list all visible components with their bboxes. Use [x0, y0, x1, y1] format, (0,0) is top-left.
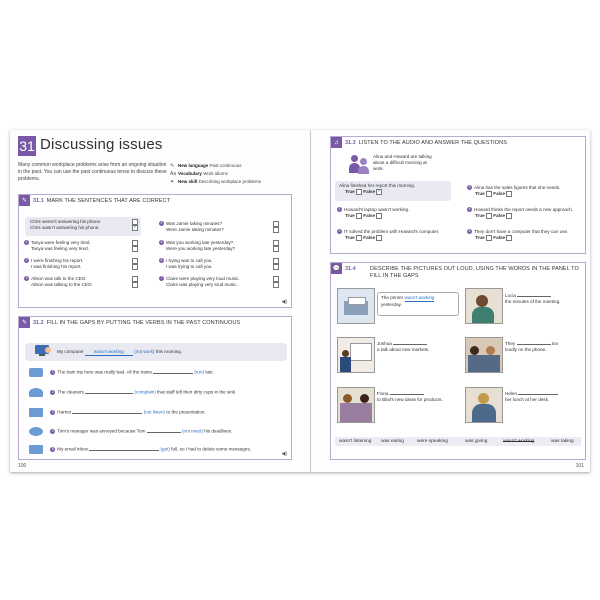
list-item: Lucia the minutes of the meeting. [505, 293, 561, 304]
they-picture [465, 337, 503, 373]
checkbox[interactable] [132, 264, 138, 270]
gap-input[interactable] [517, 344, 551, 345]
checkbox[interactable] [273, 264, 279, 270]
list-item: Joshua a talk about new markets. [377, 341, 430, 352]
gap-input[interactable] [89, 450, 159, 451]
checkbox-checked[interactable]: ✓ [133, 224, 138, 230]
list-item: 7 Claire were playing very loud music. Claire was playing very loud music. [159, 276, 279, 288]
list-item: 3 Alina has the sales figures that she needs. True False [468, 185, 561, 197]
inbox-illustration [29, 445, 43, 454]
pencil-icon: ✎ [19, 195, 30, 206]
example-sentence: My computer wasn't working (not work) this morning. [57, 349, 183, 354]
true-checkbox[interactable] [486, 213, 492, 219]
computer-illustration [33, 345, 51, 358]
list-item: 4 Tom's manager was annoyed because Tom (not meet) his deadlines. [29, 427, 232, 436]
example-sentence: The printer wasn't working yesterday. [381, 295, 435, 307]
word-option[interactable]: were speaking [417, 439, 448, 444]
gap-input[interactable] [153, 373, 193, 374]
joshua-picture [337, 337, 375, 373]
page-number-left: 100 [18, 463, 27, 469]
headphones-icon: ♫ [331, 137, 342, 148]
exercise-31-2: ✎ 31.2 FILL IN THE GAPS BY PUTTING THE VERBS IN THE PAST CONTINUOUS My computer wasn't working (not work) this morning. 1 The train trip here was really bad. All the trains (run) late. 2 The cleaners (complain) that staff left their dirty cups in the sink. 3 Harriet (not listen) to the presentation. 4 Tom's manager was annoyed because Tom (not meet) his deadlines. 5 My email inbox (get) full, so I had to delete some messages. ◀) [18, 316, 292, 460]
gap-input[interactable] [85, 393, 133, 394]
fiona-picture [337, 387, 375, 423]
word-option[interactable]: wasn't listening [339, 439, 372, 444]
list-item: 2 IT solved the problem with Howard's computer. True False [338, 229, 440, 241]
pencil-icon: ✎ [19, 317, 30, 328]
unit-number: 31 [19, 138, 35, 154]
list-item: 2 I were finishing his report. I was finishing his report. [24, 258, 138, 270]
list-item: Chris weren't answering his phone. Chris wasn't answering his phone. ✓ [30, 219, 138, 230]
gap-input[interactable] [517, 296, 551, 297]
unit-title: Discussing issues [40, 136, 163, 153]
list-item: 4 Was Jamie taking minutes? Were Jamie taking minutes? [159, 221, 279, 233]
list-item: 4 Howard thinks the report needs a new approach. True False [468, 207, 574, 219]
list-item: Helen her lunch at her desk. [505, 391, 583, 403]
word-option[interactable]: was eating [381, 439, 404, 444]
false-checkbox-checked[interactable]: ✓ [377, 188, 382, 194]
skill-icon: ✦ [170, 179, 175, 185]
book-spread [10, 130, 590, 472]
gap-input[interactable] [72, 413, 142, 414]
checkbox[interactable] [273, 246, 279, 252]
language-icon: ✎ [170, 163, 175, 169]
true-checkbox[interactable] [356, 213, 362, 219]
left-page [10, 130, 310, 472]
false-checkbox[interactable] [376, 235, 382, 241]
checkbox[interactable] [273, 282, 279, 288]
list-item: They too loudly on the phone. [505, 341, 559, 352]
list-item: 1 The train trip here was really bad. All the trains (run) late. [29, 368, 214, 377]
list-item: 1 Howard's laptop wasn't working. True False [338, 207, 410, 219]
helen-picture [465, 387, 503, 423]
speakers-illustration [349, 155, 369, 175]
presentation-illustration [29, 408, 43, 417]
list-item: 5 My email inbox (get) full, so I had to delete some messages. [29, 445, 251, 454]
gap-input[interactable] [518, 394, 558, 395]
train-illustration [29, 368, 43, 377]
false-checkbox[interactable] [506, 191, 512, 197]
true-checkbox[interactable] [356, 189, 362, 195]
list-item: 3 Alison was talk to the CEO. Alison was talking to the CEO. [24, 276, 138, 288]
speaker-icon[interactable]: ◀) [281, 451, 287, 457]
unit-intro: Many common workplace problems arise from an ongoing situation in the past. You can use the past continuous tense to discuss these problems. [18, 162, 167, 182]
true-checkbox[interactable] [486, 191, 492, 197]
exercise-31-3: ♫ 31.3 LISTEN TO THE AUDIO AND ANSWER THE QUESTIONS Alina and Howard are talking about a difficult morning at work. Alina finished her report this morning. True False ✓ 1 Howard's laptop wasn't working. True False 2 IT solved the problem with Howard's computer. True False 3 Alina has the sales figures that she needs. True False 4 Howard thinks the report needs a new approach. True False 5 They don't have a computer that they can use. True False [330, 136, 586, 254]
right-page [310, 130, 590, 472]
list-item: 5 Was you working late yesterday? Were you working late yesterday? [159, 240, 279, 252]
list-item: 1 Tanya were feeling very tired. Tanya was feeling very tired. [24, 240, 138, 252]
word-option-used[interactable]: wasn't working [503, 439, 535, 444]
true-checkbox[interactable] [356, 235, 362, 241]
speech-bubble-icon: 💬 [331, 263, 342, 274]
false-checkbox[interactable] [506, 213, 512, 219]
gap-input[interactable] [393, 344, 427, 345]
gap-input[interactable] [147, 432, 181, 433]
page-number-right: 101 [575, 463, 584, 469]
speaker-icon[interactable]: ◀) [281, 299, 287, 305]
false-checkbox[interactable] [506, 235, 512, 241]
checkbox[interactable] [132, 246, 138, 252]
gap-input[interactable] [390, 394, 424, 395]
word-panel [335, 437, 581, 446]
list-item: 5 They don't have a computer that they can use. True False [468, 229, 569, 241]
list-item: Alina finished her report this morning. True False ✓ [339, 183, 416, 195]
vocabulary-icon: Aa [170, 171, 177, 177]
word-option[interactable]: was taking [551, 439, 574, 444]
word-option[interactable]: was giving [465, 439, 488, 444]
false-checkbox[interactable] [376, 213, 382, 219]
list-item: 6 I trying was to call you. I was trying to call you. [159, 258, 279, 270]
manager-illustration [29, 427, 43, 436]
list-item: 2 The cleaners (complain) that staff left their dirty cups in the sink. [29, 388, 236, 397]
checkbox[interactable] [132, 282, 138, 288]
printer-picture [337, 288, 375, 324]
audio-caption: Alina and Howard are talking about a difficult morning at work. [373, 154, 432, 171]
list-item: 3 Harriet (not listen) to the presentation. [29, 408, 206, 417]
true-checkbox[interactable] [486, 235, 492, 241]
list-item: Fiona to Bilal's new ideas for products. [377, 391, 443, 402]
exercise-31-1: ✎ 31.1 MARK THE SENTENCES THAT ARE CORRECT Chris weren't answering his phone. Chris wasn't answering his phone. ✓ 1 Tanya were feeling very tired. Tanya was feeling very tired. 2 I were finishing his report. I was finishing his report. 3 Alison was talk to the CEO. Alison was talking to the CEO. 4 Was Jamie taking minutes? Were Jamie taking minutes? 5 Was you working late yesterday? Were you working late yesterday? 6 I trying was to call you. I was trying to call you. 7 Claire were playing very loud music. Claire was playing very loud music. ◀) [18, 194, 292, 308]
exercise-31-4: 💬 31.4 DESCRIBE THE PICTURES OUT LOUD, USING THE WORDS IN THE PANEL TO FILL IN THE GAPS The printer wasn't working yesterday. Lucia the minutes of the meeting. Joshua a talk about new markets. They too loudly on the phone. Fiona to Bilal's new ideas for products. Helen her lunch at her desk. wasn't listening was eating were speaking was giving wasn't working was taking [330, 262, 586, 460]
unit-keys: ✎ New language Past continuous Aa Vocabulary Work idioms ✦ New skill Describing workplace problems [170, 163, 262, 185]
checkbox[interactable] [273, 227, 279, 233]
lucia-picture [465, 288, 503, 324]
cleaners-illustration [29, 388, 43, 397]
